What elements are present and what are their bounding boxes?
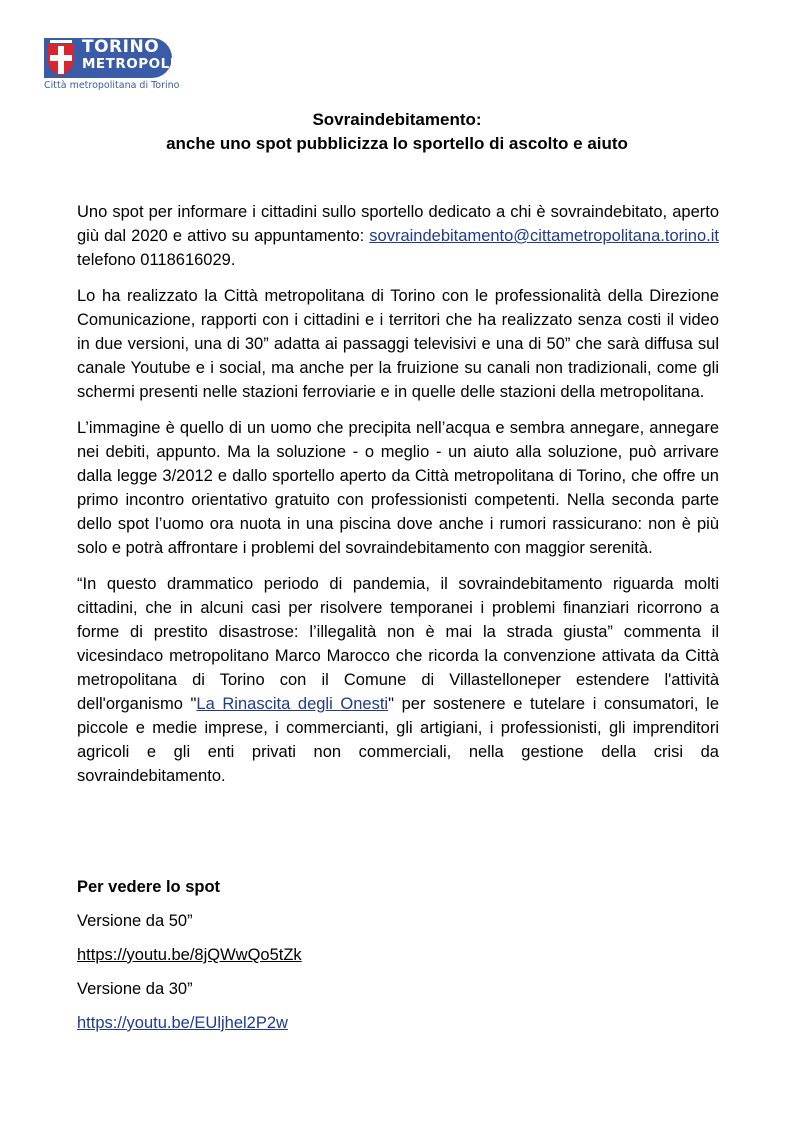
logo-line-torino: TORINO bbox=[82, 37, 160, 57]
torino-metropoli-logo bbox=[44, 36, 180, 96]
spot-section bbox=[77, 874, 719, 1044]
spot-heading: Per vedere lo spot bbox=[77, 878, 221, 896]
intro-text: Uno spot per informare i cittadini sullo sportello dedicato a chi è sovraindebitato, aperto giù dal 2020 e attivo su appuntamento: bbox=[77, 203, 719, 245]
page-title: Sovraindebitamento: bbox=[312, 110, 482, 129]
phone-text: telefono 0118616029. bbox=[77, 251, 236, 269]
version-50-label: Versione da 50” bbox=[77, 912, 193, 930]
article-body bbox=[77, 200, 719, 800]
paragraph-production: Lo ha realizzato la Città metropolitana di Torino con le professionalità della Direzione Comunicazione, rapporti con i cittadini e i territori che ha realizzato senza costi il video in due versioni, una di 30” adatta ai passaggi televisivi e una di 50” che sarà diffusa sul canale Youtube e i social, ma anche per la fruizione su canali non tradizionali, come gli schermi presenti nelle stazioni ferroviarie e in quelle delle stazioni della metropolitana. bbox=[77, 287, 719, 401]
paragraph-quote bbox=[77, 572, 719, 788]
quote-text-after: " per sostenere e tutelare i consumatori, le piccole e medie imprese, i commercianti, gli artigiani, i professionisti, gli imprenditori agricoli e gli enti privati non commerciali, nella gestione della crisi da sovraindebitamento. bbox=[77, 695, 719, 785]
page-subtitle: anche uno spot pubblicizza lo sportello di ascolto e aiuto bbox=[166, 134, 628, 153]
paragraph-story: L’immagine è quello di un uomo che precipita nell’acqua e sembra annegare, annegare nei debiti, appunto. Ma la soluzione - o meglio - un aiuto alla soluzione, può arrivare dalla legge 3/2012 e dallo sportello aperto da Città metropolitana di Torino, che offre un primo incontro orientativo gratuito con professionisti competenti. Nella seconda parte dello spot l’uomo ora nuota in una piscina dove anche i rumori rassicurano: non è più solo e potrà affrontare i problemi del sovraindebitamento con maggior serenità. bbox=[77, 419, 719, 557]
rinascita-link[interactable]: La Rinascita degli Onesti bbox=[196, 695, 389, 713]
quote-text-before: “In questo drammatico periodo di pandemia, il sovraindebitamento riguarda molti cittadini, che in alcuni casi per risolvere temporanei i problemi finanziari ricorrono a forme di prestito disastrose: l’illegalità non è mai la strada giusta” commenta il vicesindaco metropolitano Marco Marocco che ricorda la convenzione attivata da Città metropolitana di Torino con il Comune di Villastelloneper estendere l'attività dell'organismo " bbox=[77, 575, 719, 713]
version-50-link[interactable]: https://youtu.be/8jQWwQo5tZk bbox=[77, 946, 302, 964]
logo-line-metropoli: METROPOLI bbox=[82, 56, 176, 72]
version-30-label: Versione da 30” bbox=[77, 980, 193, 998]
version-30-link[interactable]: https://youtu.be/EUljhel2P2w bbox=[77, 1014, 288, 1032]
cross-shield-icon bbox=[44, 38, 78, 78]
email-link[interactable]: sovraindebitamento@cittametropolitana.torino.it bbox=[369, 227, 719, 245]
logo-subtitle: Città metropolitana di Torino bbox=[44, 80, 180, 91]
paragraph-intro bbox=[77, 200, 719, 272]
